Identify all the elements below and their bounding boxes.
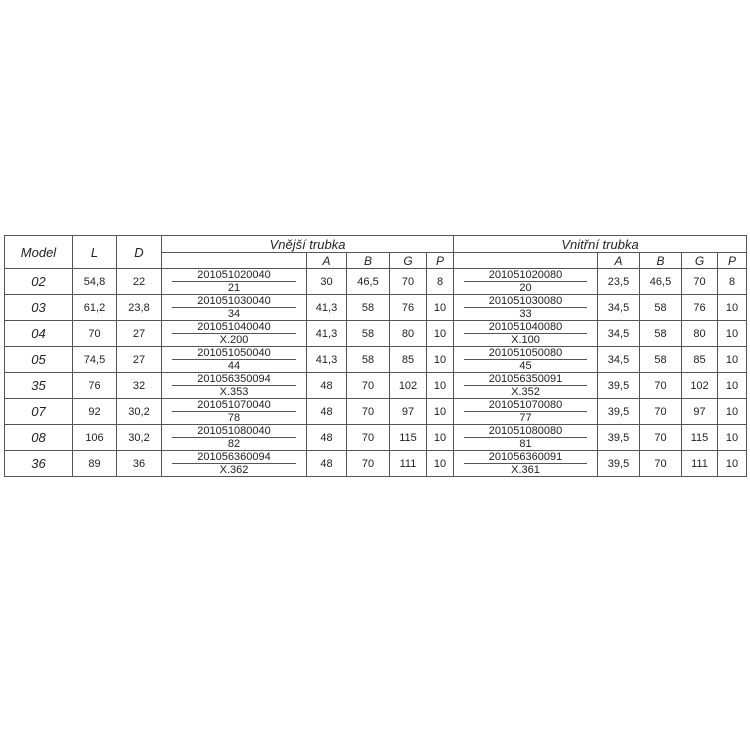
cell-inner-p: 8 bbox=[718, 269, 747, 295]
cell-d: 32 bbox=[117, 373, 162, 399]
cell-outer-b: 70 bbox=[347, 451, 390, 477]
cell-inner-code bbox=[454, 399, 598, 425]
cell-inner-a: 23,5 bbox=[598, 269, 640, 295]
cell-inner-b: 70 bbox=[640, 425, 682, 451]
outer-code-number: 201051080040 bbox=[172, 425, 296, 438]
table-row bbox=[5, 295, 747, 321]
inner-code-ref: X.361 bbox=[511, 464, 540, 476]
cell-outer-b: 70 bbox=[347, 373, 390, 399]
header-outer-code bbox=[162, 253, 307, 269]
cell-inner-p: 10 bbox=[718, 347, 747, 373]
outer-code-ref: 78 bbox=[227, 412, 241, 424]
cell-outer-a: 41,3 bbox=[307, 321, 347, 347]
cell-inner-p: 10 bbox=[718, 373, 747, 399]
header-outer-p: P bbox=[427, 253, 454, 269]
header-model: Model bbox=[5, 236, 73, 269]
cell-d: 27 bbox=[117, 347, 162, 373]
table-row bbox=[5, 451, 747, 477]
cell-d: 30,2 bbox=[117, 399, 162, 425]
cell-inner-g: 80 bbox=[682, 321, 718, 347]
cell-model: 08 bbox=[5, 425, 73, 451]
inner-code-number: 201051080080 bbox=[464, 425, 587, 438]
outer-code-ref: 44 bbox=[227, 360, 241, 372]
header-inner-b: B bbox=[640, 253, 682, 269]
cell-outer-b: 70 bbox=[347, 399, 390, 425]
outer-code-ref: X.353 bbox=[219, 386, 249, 398]
cell-inner-b: 58 bbox=[640, 321, 682, 347]
outer-code-number: 201051020040 bbox=[172, 269, 296, 282]
cell-inner-g: 102 bbox=[682, 373, 718, 399]
spec-table-container bbox=[4, 235, 746, 477]
outer-code-number: 201051030040 bbox=[172, 295, 296, 308]
outer-code-ref: X.362 bbox=[219, 464, 249, 476]
header-outer-tube: Vnější trubka bbox=[162, 236, 454, 253]
cell-inner-code bbox=[454, 425, 598, 451]
header-outer-g: G bbox=[390, 253, 427, 269]
cell-outer-code bbox=[162, 347, 307, 373]
cell-inner-p: 10 bbox=[718, 295, 747, 321]
cell-inner-b: 58 bbox=[640, 295, 682, 321]
cell-inner-p: 10 bbox=[718, 321, 747, 347]
cell-inner-g: 76 bbox=[682, 295, 718, 321]
cell-outer-code bbox=[162, 295, 307, 321]
cell-l: 54,8 bbox=[73, 269, 117, 295]
inner-code-number: 201051050080 bbox=[464, 347, 587, 360]
cell-inner-a: 39,5 bbox=[598, 373, 640, 399]
outer-code-ref: X.200 bbox=[219, 334, 249, 346]
cell-d: 36 bbox=[117, 451, 162, 477]
cell-inner-a: 34,5 bbox=[598, 321, 640, 347]
cell-outer-g: 111 bbox=[390, 451, 427, 477]
cell-inner-a: 39,5 bbox=[598, 451, 640, 477]
outer-code-number: 201051070040 bbox=[172, 399, 296, 412]
cell-inner-code bbox=[454, 373, 598, 399]
cell-outer-code bbox=[162, 399, 307, 425]
inner-code-ref: 33 bbox=[519, 308, 532, 320]
cell-l: 106 bbox=[73, 425, 117, 451]
header-outer-b: B bbox=[347, 253, 390, 269]
cell-outer-p: 8 bbox=[427, 269, 454, 295]
cell-inner-g: 70 bbox=[682, 269, 718, 295]
cell-inner-p: 10 bbox=[718, 451, 747, 477]
cell-inner-b: 70 bbox=[640, 399, 682, 425]
cell-inner-code bbox=[454, 269, 598, 295]
cell-outer-b: 58 bbox=[347, 321, 390, 347]
cell-d: 27 bbox=[117, 321, 162, 347]
inner-code-ref: 77 bbox=[519, 412, 532, 424]
table-row bbox=[5, 399, 747, 425]
cell-outer-code bbox=[162, 451, 307, 477]
inner-code-ref: X.352 bbox=[511, 386, 540, 398]
cell-inner-g: 85 bbox=[682, 347, 718, 373]
cell-outer-g: 70 bbox=[390, 269, 427, 295]
cell-inner-b: 70 bbox=[640, 373, 682, 399]
cell-l: 70 bbox=[73, 321, 117, 347]
outer-code-ref: 82 bbox=[227, 438, 241, 450]
cell-outer-a: 48 bbox=[307, 399, 347, 425]
cell-outer-b: 46,5 bbox=[347, 269, 390, 295]
cell-outer-p: 10 bbox=[427, 425, 454, 451]
cell-outer-a: 48 bbox=[307, 425, 347, 451]
cell-d: 23,8 bbox=[117, 295, 162, 321]
cell-model: 04 bbox=[5, 321, 73, 347]
cell-l: 92 bbox=[73, 399, 117, 425]
cell-l: 76 bbox=[73, 373, 117, 399]
cell-inner-p: 10 bbox=[718, 425, 747, 451]
cell-outer-p: 10 bbox=[427, 347, 454, 373]
cell-inner-code bbox=[454, 295, 598, 321]
cell-l: 61,2 bbox=[73, 295, 117, 321]
cell-inner-a: 39,5 bbox=[598, 425, 640, 451]
cell-outer-b: 58 bbox=[347, 347, 390, 373]
inner-code-ref: 81 bbox=[519, 438, 532, 450]
cell-outer-code bbox=[162, 269, 307, 295]
inner-code-ref: 20 bbox=[519, 282, 532, 294]
table-row bbox=[5, 269, 747, 295]
cell-inner-a: 34,5 bbox=[598, 295, 640, 321]
cell-outer-g: 76 bbox=[390, 295, 427, 321]
cell-outer-p: 10 bbox=[427, 295, 454, 321]
inner-code-number: 201051040080 bbox=[464, 321, 587, 334]
cell-outer-p: 10 bbox=[427, 321, 454, 347]
cell-outer-a: 48 bbox=[307, 451, 347, 477]
cell-outer-p: 10 bbox=[427, 451, 454, 477]
cell-inner-g: 115 bbox=[682, 425, 718, 451]
outer-code-number: 201056360094 bbox=[172, 451, 296, 464]
cell-inner-p: 10 bbox=[718, 399, 747, 425]
cell-inner-code bbox=[454, 321, 598, 347]
header-l: L bbox=[73, 236, 117, 269]
cell-inner-code bbox=[454, 347, 598, 373]
cell-inner-g: 111 bbox=[682, 451, 718, 477]
outer-code-number: 201051040040 bbox=[172, 321, 296, 334]
outer-code-number: 201056350094 bbox=[172, 373, 296, 386]
cell-model: 07 bbox=[5, 399, 73, 425]
outer-code-number: 201051050040 bbox=[172, 347, 296, 360]
cell-inner-b: 58 bbox=[640, 347, 682, 373]
cell-outer-b: 70 bbox=[347, 425, 390, 451]
cell-outer-code bbox=[162, 373, 307, 399]
cell-outer-a: 41,3 bbox=[307, 347, 347, 373]
inner-code-number: 201051030080 bbox=[464, 295, 587, 308]
cell-outer-g: 115 bbox=[390, 425, 427, 451]
header-d: D bbox=[117, 236, 162, 269]
inner-code-number: 201051070080 bbox=[464, 399, 587, 412]
inner-code-number: 201056360091 bbox=[464, 451, 587, 464]
inner-code-ref: 45 bbox=[519, 360, 532, 372]
cell-outer-g: 97 bbox=[390, 399, 427, 425]
cell-model: 35 bbox=[5, 373, 73, 399]
header-outer-a: A bbox=[307, 253, 347, 269]
cell-d: 22 bbox=[117, 269, 162, 295]
inner-code-number: 201051020080 bbox=[464, 269, 587, 282]
cell-l: 74,5 bbox=[73, 347, 117, 373]
cell-model: 02 bbox=[5, 269, 73, 295]
table-row bbox=[5, 373, 747, 399]
cell-model: 05 bbox=[5, 347, 73, 373]
outer-code-ref: 34 bbox=[227, 308, 241, 320]
table-row bbox=[5, 321, 747, 347]
cell-outer-code bbox=[162, 425, 307, 451]
table-body bbox=[5, 269, 747, 477]
cell-inner-b: 46,5 bbox=[640, 269, 682, 295]
cell-outer-p: 10 bbox=[427, 399, 454, 425]
cell-inner-a: 34,5 bbox=[598, 347, 640, 373]
cell-model: 03 bbox=[5, 295, 73, 321]
cell-outer-code bbox=[162, 321, 307, 347]
spec-table bbox=[4, 235, 747, 477]
cell-outer-b: 58 bbox=[347, 295, 390, 321]
header-inner-tube: Vnitřní trubka bbox=[454, 236, 747, 253]
outer-code-ref: 21 bbox=[227, 282, 241, 294]
header-inner-p: P bbox=[718, 253, 747, 269]
cell-outer-a: 48 bbox=[307, 373, 347, 399]
header-inner-a: A bbox=[598, 253, 640, 269]
inner-code-ref: X.100 bbox=[511, 334, 540, 346]
cell-inner-b: 70 bbox=[640, 451, 682, 477]
cell-outer-p: 10 bbox=[427, 373, 454, 399]
cell-inner-g: 97 bbox=[682, 399, 718, 425]
cell-model: 36 bbox=[5, 451, 73, 477]
header-inner-g: G bbox=[682, 253, 718, 269]
cell-inner-code bbox=[454, 451, 598, 477]
cell-outer-a: 41,3 bbox=[307, 295, 347, 321]
cell-outer-g: 102 bbox=[390, 373, 427, 399]
table-row bbox=[5, 347, 747, 373]
cell-inner-a: 39,5 bbox=[598, 399, 640, 425]
cell-outer-g: 80 bbox=[390, 321, 427, 347]
cell-d: 30,2 bbox=[117, 425, 162, 451]
cell-outer-a: 30 bbox=[307, 269, 347, 295]
header-row-top bbox=[5, 236, 747, 253]
cell-l: 89 bbox=[73, 451, 117, 477]
inner-code-number: 201056350091 bbox=[464, 373, 587, 386]
table-row bbox=[5, 425, 747, 451]
header-inner-code bbox=[454, 253, 598, 269]
cell-outer-g: 85 bbox=[390, 347, 427, 373]
